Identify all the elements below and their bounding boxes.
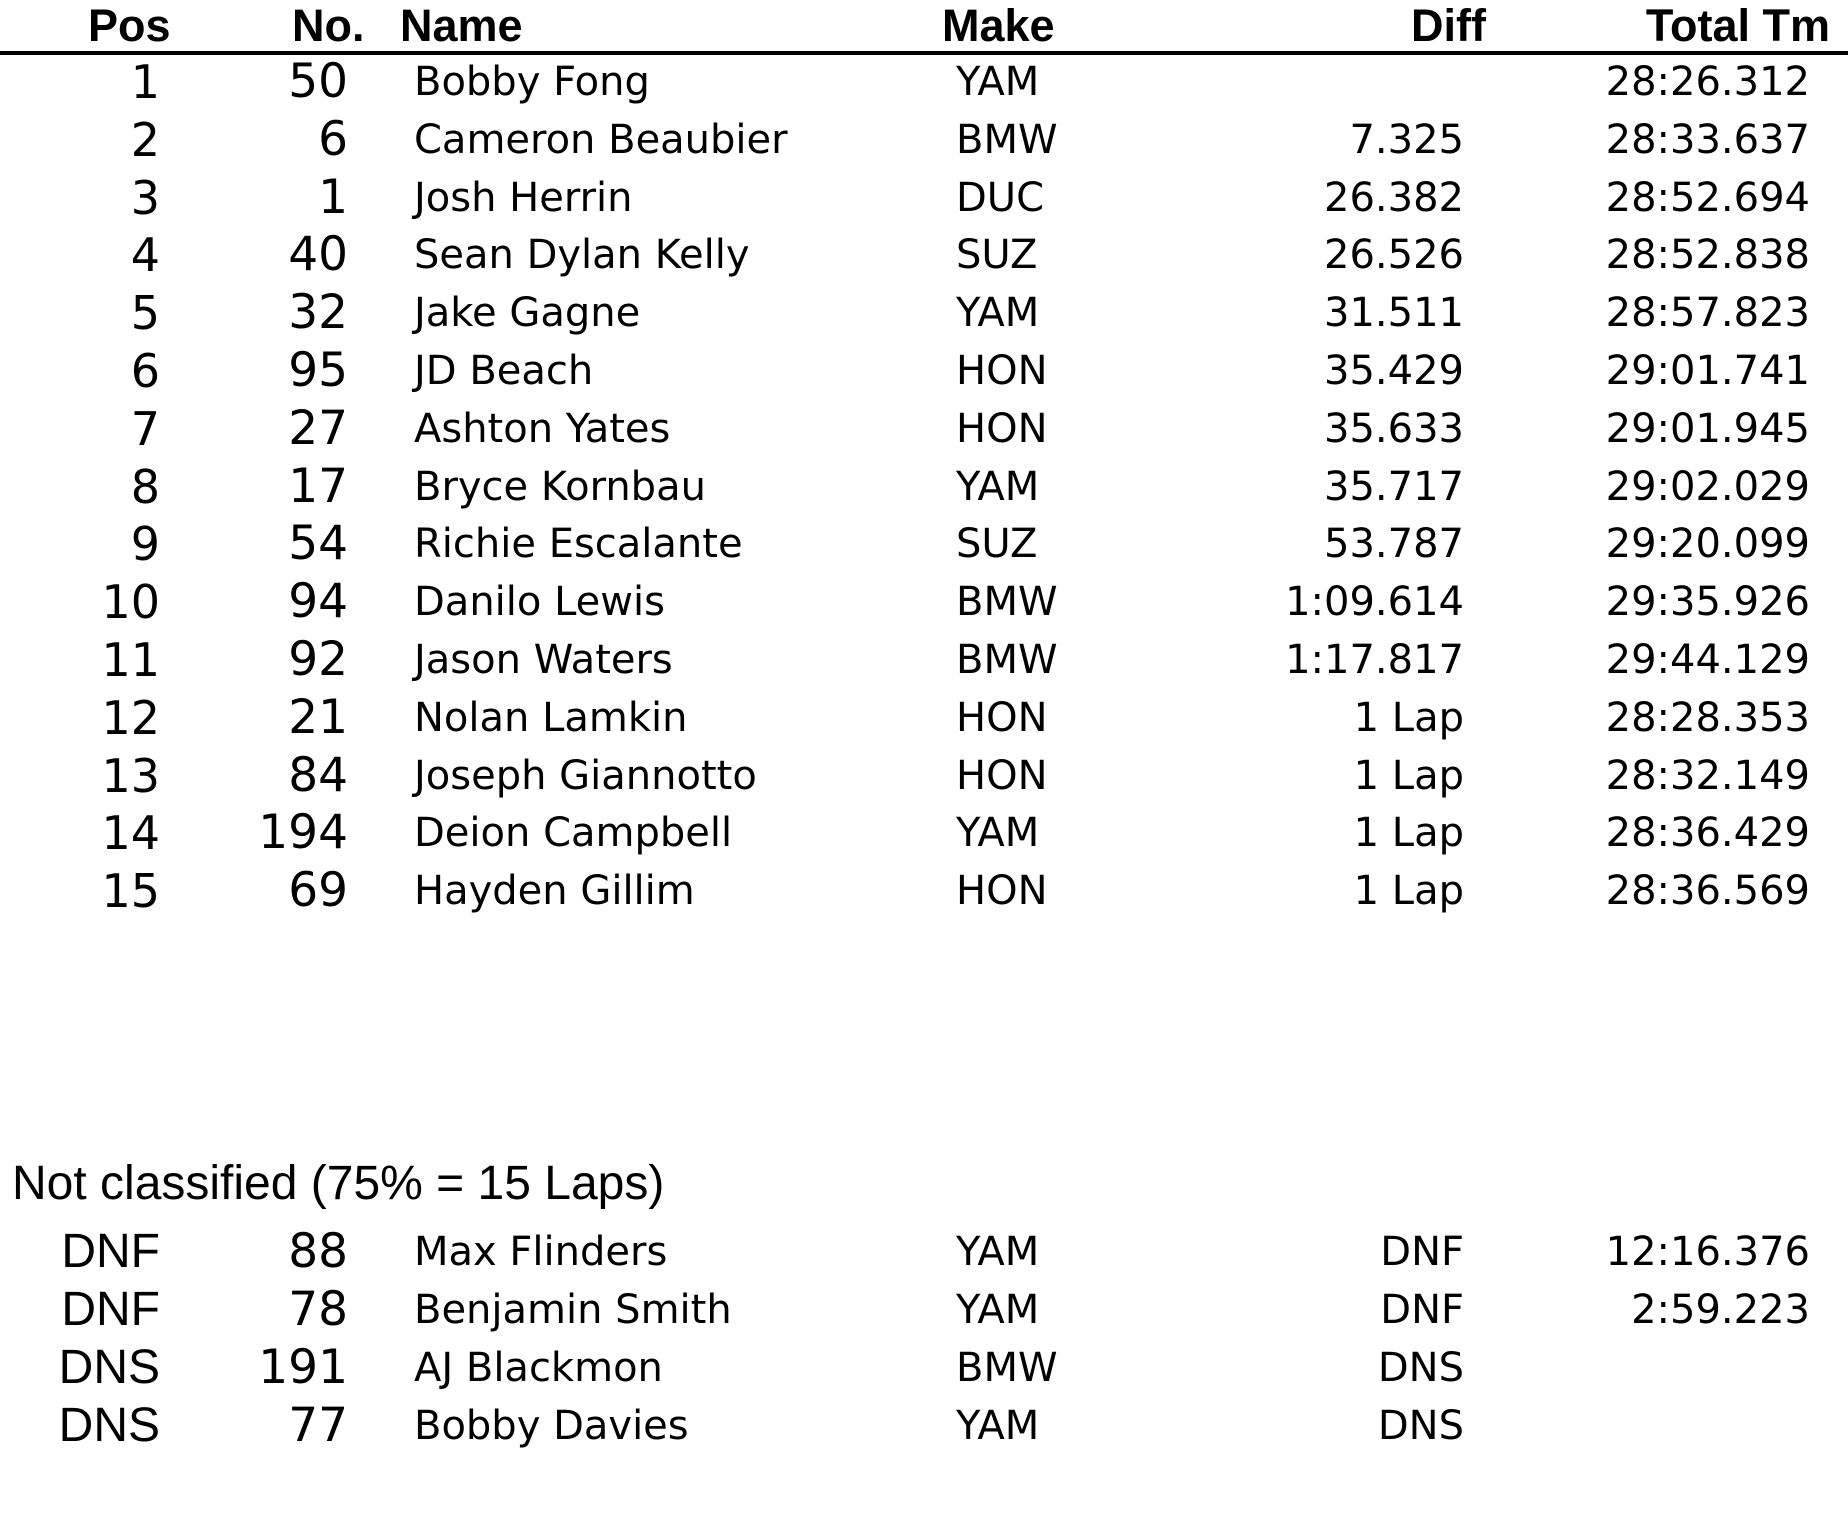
diff-cell: 1 Lap [1353, 868, 1464, 915]
number-cell: 54 [288, 516, 348, 572]
diff-cell: DNF [1380, 1287, 1464, 1333]
number-cell: 77 [288, 1398, 348, 1453]
total-time-cell: 29:44.129 [1605, 637, 1810, 683]
make-cell: BMW [956, 579, 1058, 626]
make-cell: YAM [956, 810, 1040, 857]
make-cell: YAM [956, 1287, 1040, 1333]
table-row [0, 857, 1848, 925]
header-make: Make [942, 0, 1055, 51]
diff-cell: 26.382 [1324, 174, 1464, 221]
diff-cell: 1 Lap [1353, 694, 1464, 741]
pos-cell: 3 [130, 170, 160, 225]
diff-cell: 7.325 [1349, 116, 1464, 163]
name-cell: Ashton Yates [414, 405, 671, 452]
number-cell: 194 [258, 805, 348, 861]
name-cell: AJ Blackmon [414, 1345, 663, 1391]
number-cell: 88 [288, 1224, 348, 1279]
diff-cell: 1 Lap [1353, 752, 1464, 799]
number-cell: 21 [288, 689, 348, 745]
name-cell: Bobby Davies [414, 1403, 689, 1449]
make-cell: HON [956, 868, 1048, 915]
diff-cell: 26.526 [1324, 232, 1464, 279]
make-cell: YAM [956, 1229, 1040, 1275]
diff-cell: 35.429 [1324, 348, 1464, 394]
header-pos: Pos [88, 0, 171, 51]
number-cell: 78 [288, 1282, 348, 1337]
make-cell: SUZ [956, 232, 1038, 279]
make-cell: HON [956, 752, 1048, 799]
pos-cell: 10 [101, 575, 160, 630]
diff-cell: 1 Lap [1353, 810, 1464, 857]
number-cell: 92 [288, 632, 348, 687]
diff-cell: DNS [1377, 1345, 1464, 1391]
number-cell: 50 [288, 54, 348, 109]
make-cell: BMW [956, 637, 1058, 683]
name-cell: Bobby Fong [414, 59, 650, 105]
header-name: Name [400, 0, 523, 51]
pos-cell: 12 [101, 690, 160, 745]
total-time-cell: 28:26.312 [1605, 59, 1810, 105]
name-cell: Cameron Beaubier [414, 116, 788, 163]
make-cell: YAM [956, 463, 1040, 510]
header-total: Total Tm [1645, 0, 1830, 51]
diff-cell: DNS [1377, 1403, 1464, 1449]
number-cell: 40 [288, 227, 348, 283]
name-cell: Danilo Lewis [414, 579, 665, 626]
diff-cell: 53.787 [1324, 521, 1464, 568]
number-cell: 17 [288, 458, 348, 514]
total-time-cell: 29:01.945 [1605, 405, 1810, 452]
name-cell: Benjamin Smith [414, 1287, 732, 1333]
name-cell: Jake Gagne [414, 290, 641, 337]
name-cell: Jason Waters [414, 637, 673, 683]
make-cell: BMW [956, 116, 1058, 163]
pos-cell: DNS [58, 1399, 160, 1452]
not-classified-label: Not classified (75% = 15 Laps) [12, 1157, 665, 1210]
table-row [0, 1392, 1848, 1460]
total-time-cell: 28:52.838 [1605, 232, 1810, 279]
total-time-cell: 28:57.823 [1605, 290, 1810, 337]
header-no: No. [292, 0, 365, 51]
diff-cell: 35.633 [1324, 405, 1464, 452]
pos-cell: 11 [101, 633, 160, 687]
diff-cell: DNF [1380, 1229, 1464, 1275]
name-cell: Max Flinders [414, 1229, 668, 1275]
total-time-cell: 29:01.741 [1605, 348, 1810, 394]
pos-cell: 6 [130, 344, 160, 398]
pos-cell: DNF [61, 1283, 160, 1336]
total-time-cell: 28:36.429 [1605, 810, 1810, 857]
name-cell: JD Beach [414, 348, 594, 394]
total-time-cell: 28:33.637 [1605, 116, 1810, 163]
number-cell: 32 [288, 285, 348, 341]
make-cell: YAM [956, 290, 1040, 337]
pos-cell: 7 [130, 401, 160, 456]
name-cell: Nolan Lamkin [414, 694, 688, 741]
pos-cell: 1 [130, 55, 160, 109]
number-cell: 27 [288, 400, 348, 456]
make-cell: SUZ [956, 521, 1038, 568]
pos-cell: 5 [130, 286, 160, 341]
name-cell: Deion Campbell [414, 810, 733, 857]
make-cell: HON [956, 348, 1048, 394]
total-time-cell: 28:32.149 [1605, 752, 1810, 799]
header-diff: Diff [1411, 0, 1486, 51]
make-cell: YAM [956, 59, 1040, 105]
number-cell: 94 [288, 574, 348, 630]
make-cell: HON [956, 405, 1048, 452]
total-time-cell: 12:16.376 [1605, 1229, 1810, 1275]
number-cell: 84 [288, 747, 348, 803]
total-time-cell: 28:36.569 [1605, 868, 1810, 915]
number-cell: 95 [288, 343, 348, 398]
number-cell: 6 [318, 111, 348, 167]
make-cell: HON [956, 694, 1048, 741]
total-time-cell: 28:52.694 [1605, 174, 1810, 221]
pos-cell: 14 [101, 806, 160, 861]
name-cell: Sean Dylan Kelly [414, 232, 750, 279]
total-time-cell: 2:59.223 [1631, 1287, 1810, 1333]
make-cell: DUC [956, 174, 1045, 221]
diff-cell: 1:17.817 [1285, 637, 1464, 683]
pos-cell: 2 [130, 112, 160, 167]
diff-cell: 31.511 [1324, 290, 1464, 337]
make-cell: BMW [956, 1345, 1058, 1391]
number-cell: 191 [258, 1340, 348, 1395]
diff-cell: 1:09.614 [1285, 579, 1464, 626]
pos-cell: DNS [58, 1341, 160, 1394]
pos-cell: 8 [130, 459, 160, 514]
make-cell: YAM [956, 1403, 1040, 1449]
pos-cell: DNF [61, 1225, 160, 1278]
name-cell: Josh Herrin [414, 174, 633, 221]
total-time-cell: 29:02.029 [1605, 463, 1810, 510]
name-cell: Richie Escalante [414, 521, 743, 568]
name-cell: Bryce Kornbau [414, 463, 706, 510]
name-cell: Hayden Gillim [414, 868, 695, 915]
total-time-cell: 29:20.099 [1605, 521, 1810, 568]
number-cell: 69 [288, 863, 348, 919]
pos-cell: 15 [101, 864, 160, 919]
pos-cell: 4 [130, 228, 160, 283]
diff-cell: 35.717 [1324, 463, 1464, 510]
total-time-cell: 29:35.926 [1605, 579, 1810, 626]
total-time-cell: 28:28.353 [1605, 694, 1810, 741]
name-cell: Joseph Giannotto [414, 752, 757, 799]
number-cell: 1 [318, 169, 348, 225]
pos-cell: 13 [101, 748, 160, 803]
pos-cell: 9 [130, 517, 160, 572]
